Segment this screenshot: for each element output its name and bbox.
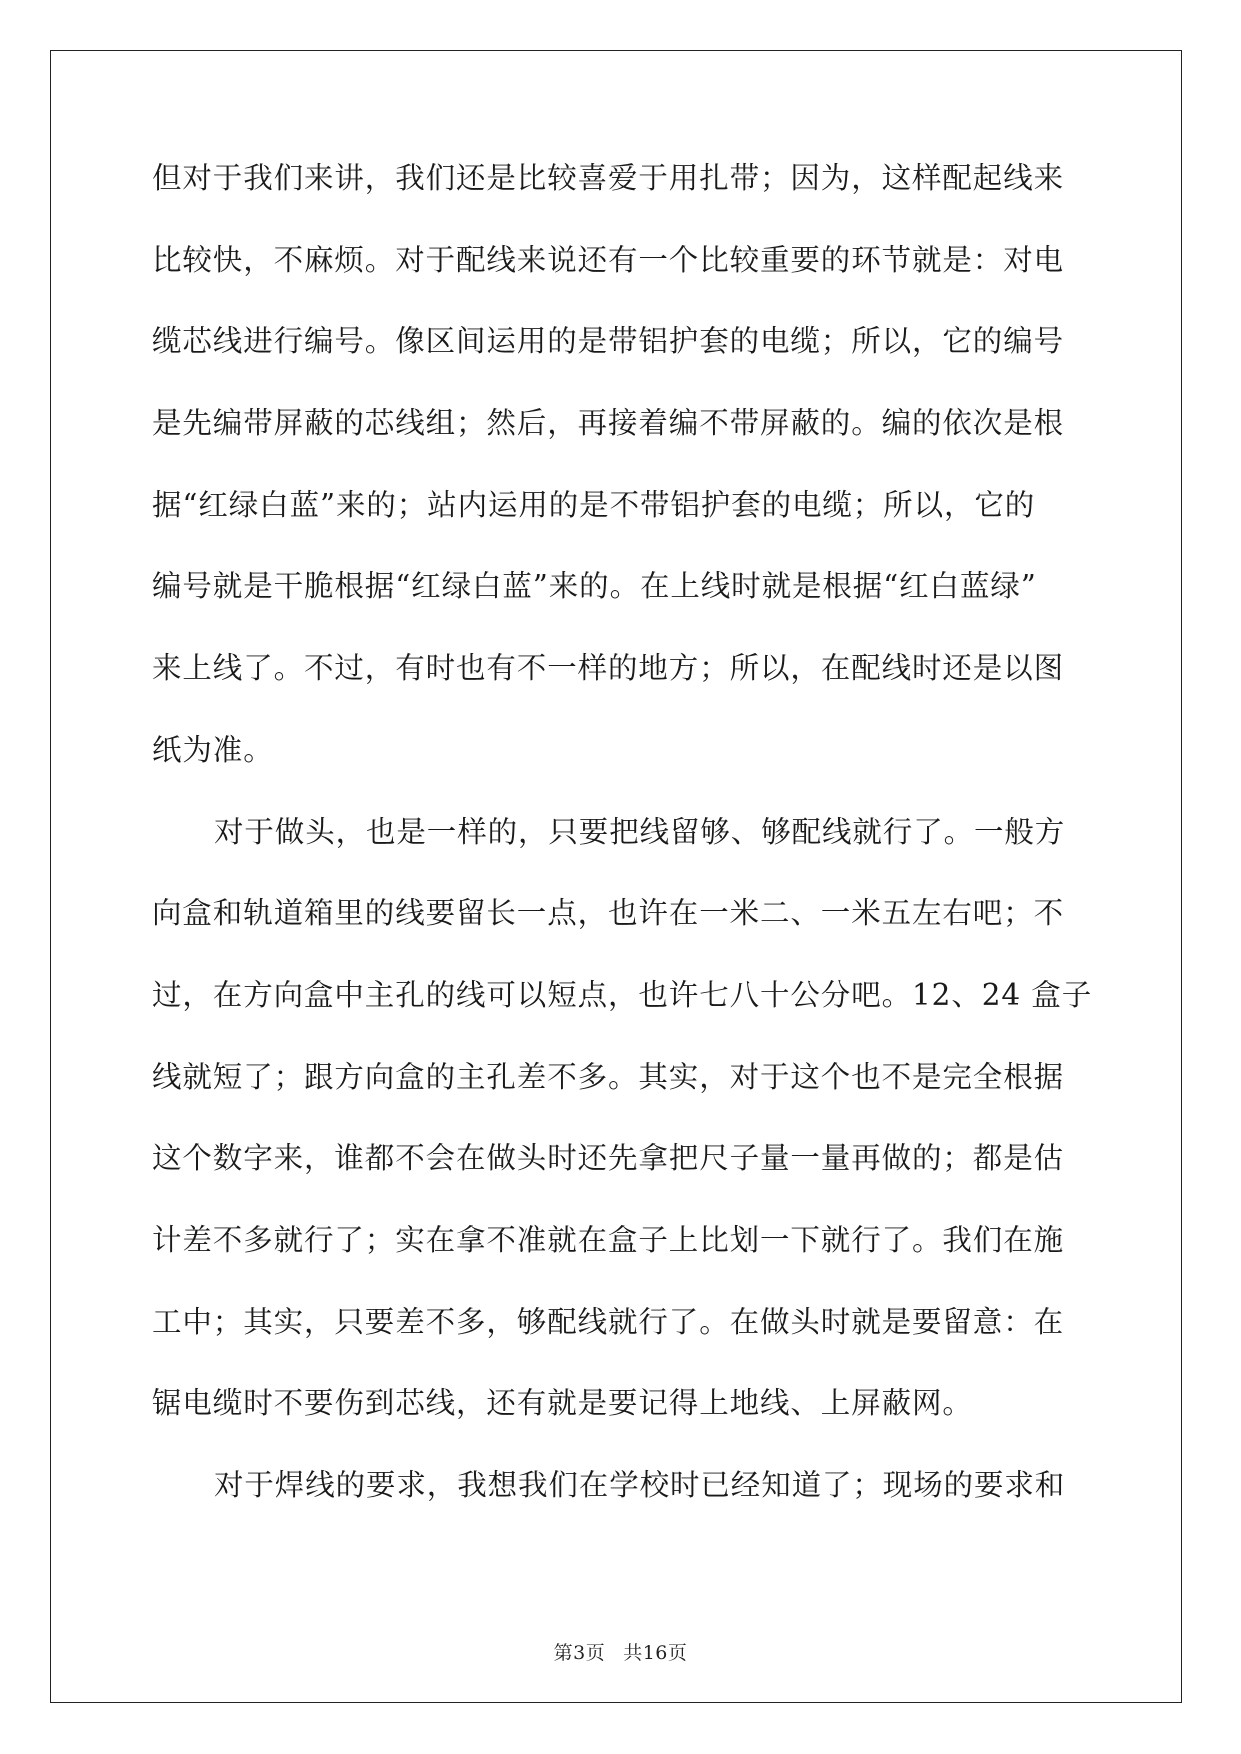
text-line: 编号就是干脆根据“红绿白蓝”来的。在上线时就是根据“红白蓝绿”: [152, 569, 1037, 604]
page-total: 共16页: [623, 1642, 688, 1664]
text-line: 但对于我们来讲，我们还是比较喜爱于用扎带；因为，这样配起线来: [152, 161, 1065, 195]
paragraph-start-line: 对于焊线的要求，我想我们在学校时已经知道了；现场的要求和: [214, 1468, 1066, 1502]
text-line: 来上线了。不过，有时也有不一样的地方；所以，在配线时还是以图: [152, 651, 1065, 686]
text-line: 纸为准。: [152, 732, 274, 767]
page-number: 第3页: [553, 1642, 606, 1664]
text-line: 是先编带屏蔽的芯线组；然后，再接着编不带屏蔽的。编的依次是根: [152, 406, 1065, 441]
text-line: 过，在方向盒中主孔的线可以短点，也许七八十公分吧。12、24 盒子: [152, 977, 1093, 1012]
text-line: 工中；其实，只要差不多，够配线就行了。在做头时就是要留意：在: [152, 1304, 1065, 1339]
text-line: 线就短了；跟方向盒的主孔差不多。其实，对于这个也不是完全根据: [152, 1059, 1065, 1094]
text-line: 向盒和轨道箱里的线要留长一点，也许在一米二、一米五左右吧；不: [152, 896, 1065, 931]
text-line: 据“红绿白蓝”来的；站内运用的是不带铝护套的电缆；所以，它的: [152, 487, 1036, 522]
document-body: [152, 160, 1092, 1549]
text-line: 缆芯线进行编号。像区间运用的是带铝护套的电缆；所以，它的编号: [152, 324, 1065, 359]
text-line: 这个数字来，谁都不会在做头时还先拿把尺子量一量再做的；都是估: [152, 1141, 1065, 1176]
text-line: 比较快，不麻烦。对于配线来说还有一个比较重要的环节就是：对电: [152, 242, 1065, 277]
text-line: 计差不多就行了；实在拿不准就在盒子上比划一下就行了。我们在施: [152, 1222, 1065, 1257]
page-footer: [0, 1638, 1241, 1665]
paragraph-start-line: 对于做头，也是一样的，只要把线留够、够配线就行了。一般方: [214, 814, 1066, 849]
text-line: 锯电缆时不要伤到芯线，还有就是要记得上地线、上屏蔽网。: [152, 1386, 973, 1421]
